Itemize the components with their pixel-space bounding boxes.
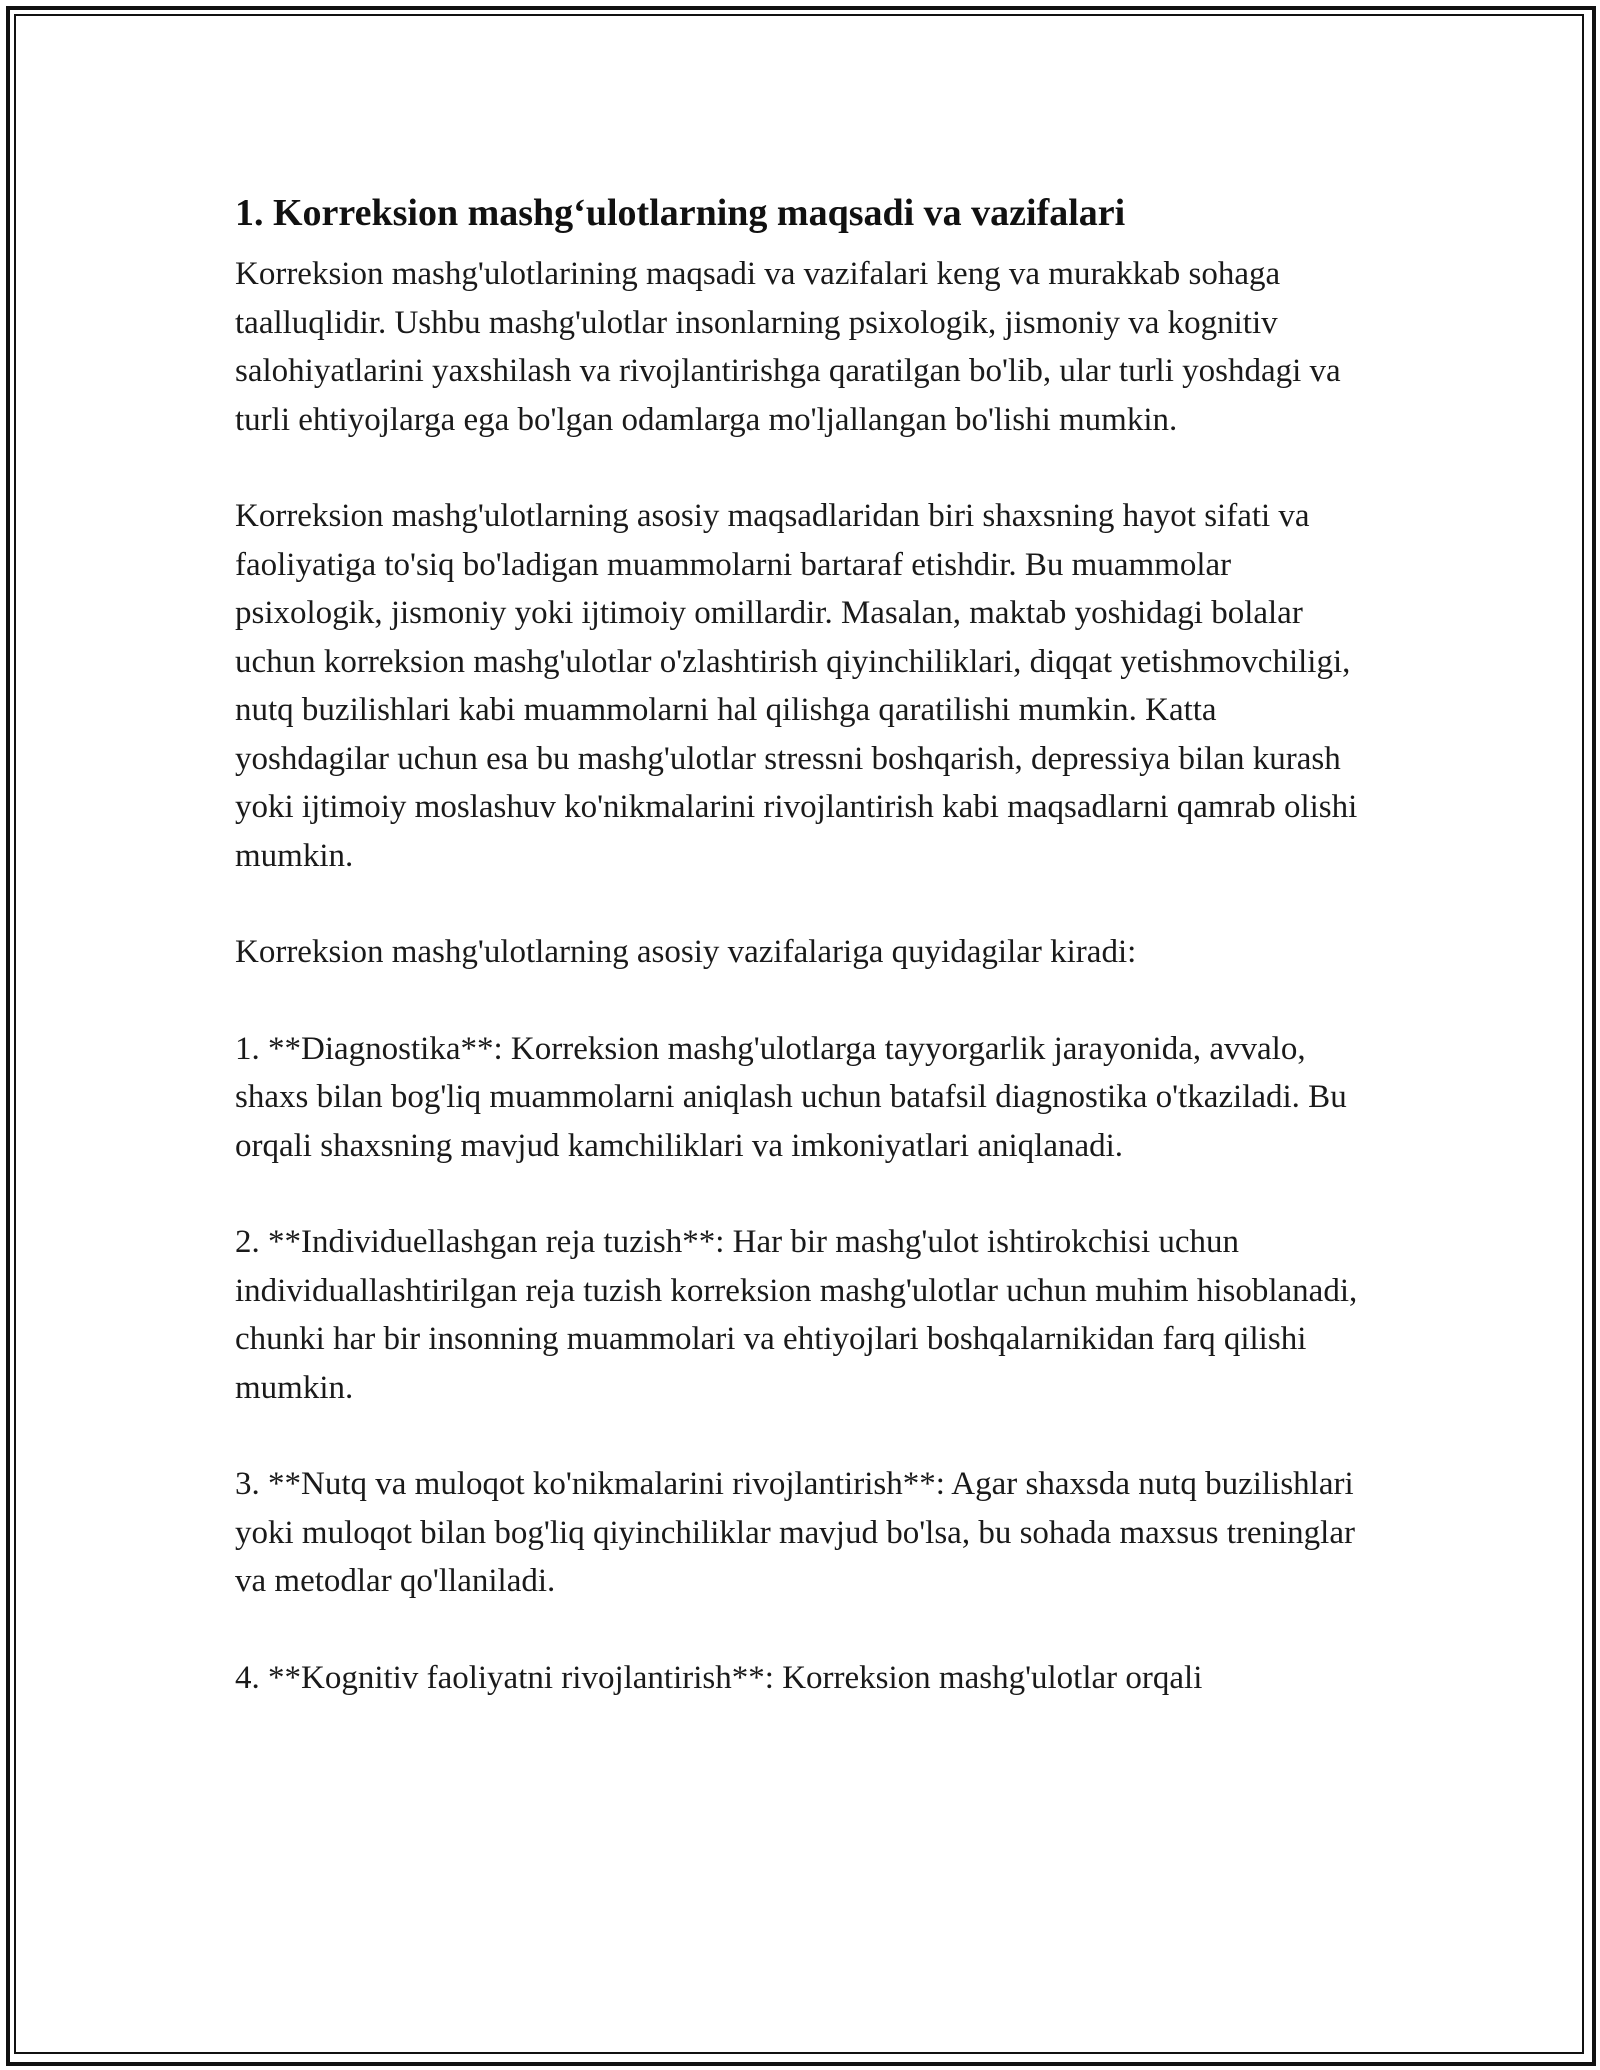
document-body <box>235 186 1375 1750</box>
paragraph-tasks-intro: Korreksion mashg'ulotlarning asosiy vazifalariga quyidagilar kiradi: <box>235 934 1137 970</box>
list-item-speech-skills: 3. **Nutq va muloqot ko'nikmalarini rivojlantirish**: Agar shaxsda nutq buzilishlari yoki muloqot bilan bog'liq qiyinchiliklar mavjud bo'lsa, bu sohada maxsus treninglar va metodlar qo'llaniladi. <box>235 1466 1355 1599</box>
paragraph-intro: Korreksion mashg'ulotlarining maqsadi va vazifalari keng va murakkab sohaga taalluqlidir. Ushbu mashg'ulotlar insonlarning psixologik, jismoniy va kognitiv salohiyatlarini yaxshilash va rivojlantirishga qaratilgan bo'lib, ular turli yoshdagi va turli ehtiyojlarga ega bo'lgan odamlarga mo'ljallangan bo'lishi mumkin. <box>235 256 1341 438</box>
section-heading: 1. Korreksion mashg‘ulotlarning maqsadi va vazifalari <box>235 192 1126 234</box>
list-item-diagnostika: 1. **Diagnostika**: Korreksion mashg'ulotlarga tayyorgarlik jarayonida, avvalo, shaxs bilan bog'liq muammolarni aniqlash uchun batafsil diagnostika o'tkaziladi. Bu orqali shaxsning mavjud kamchiliklari va imkoniyatlari aniqlanadi. <box>235 1030 1347 1164</box>
list-item-individual-plan: 2. **Individuellashgan reja tuzish**: Har bir mashg'ulot ishtirokchisi uchun individuallashtirilgan reja tuzish korreksion mashg'ulotlar uchun muhim hisoblanadi, chunki har bir insonning muammolari va ehtiyojlari boshqalarnikidan farq qilishi mumkin. <box>235 1224 1358 1406</box>
paragraph-main-goal: Korreksion mashg'ulotlarning asosiy maqsadlaridan biri shaxsning hayot sifati va faoliyatiga to'siq bo'ladigan muammolarni bartaraf etishdir. Bu muammolar psixologik, jismoniy yoki ijtimoiy omillardir. Masalan, maktab yoshidagi bolalar uchun korreksion mashg'ulotlar o'zlashtirish qiyinchiliklari, diqqat yetishmovchiligi, nutq buzilishlari kabi muammolarni hal qilishga qaratilishi mumkin. Katta yoshdagilar uchun esa bu mashg'ulotlar stressni boshqarish, depressiya bilan kurash yoki ijtimoiy moslashuv ko'nikmalarini rivojlantirish kabi maqsadlarni qamrab olishi mumkin. <box>235 498 1358 874</box>
list-item-cognitive: 4. **Kognitiv faoliyatni rivojlantirish**: Korreksion mashg'ulotlar orqali <box>235 1659 1203 1696</box>
